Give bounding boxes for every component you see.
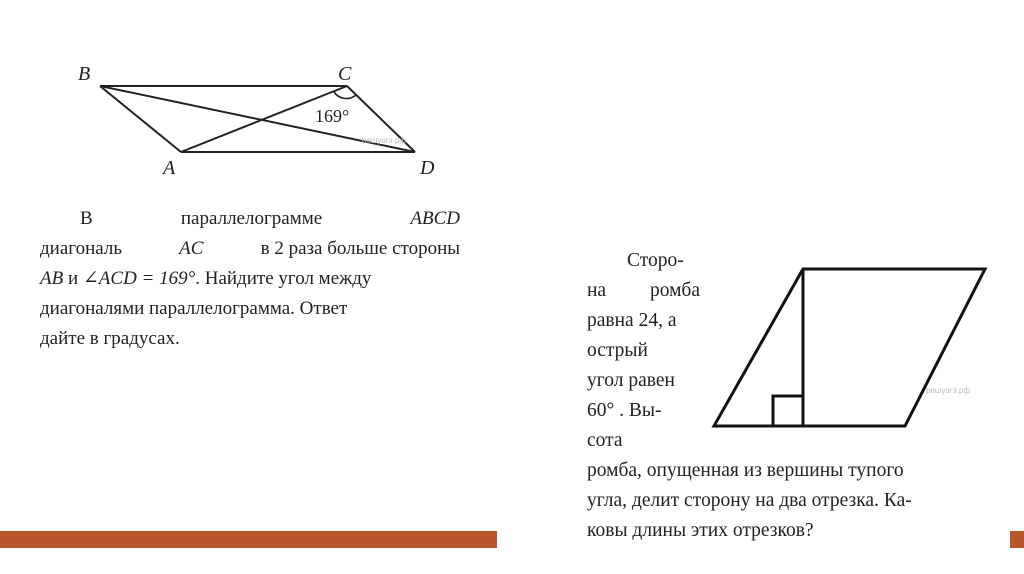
problem2-text-column (587, 246, 700, 456)
problem2-word-romba: ромба (649, 280, 700, 301)
problem2-full-row-1: ромба, опущенная из вершины тупого (587, 460, 904, 481)
problem2-row-7: сота (587, 430, 623, 451)
problem1-math-ac: AC (179, 238, 204, 259)
problem2-row-2 (587, 276, 700, 306)
problem1-math-angle: ∠ACD = 169° (82, 268, 196, 289)
figure1-watermark: решуогэ.рф (362, 136, 406, 145)
problem2-row-3: равна 24, а (587, 310, 677, 331)
angle-value-label: 169° (315, 106, 350, 126)
vertex-d-label: D (420, 157, 435, 179)
problem1-word-v: В (80, 208, 93, 229)
problem2-row-1: Сторо- (627, 250, 684, 271)
problem1-math-ab: AB (40, 268, 64, 289)
problem2-full-row-2: угла, делит сторону на два отрезка. Ка- (587, 490, 912, 511)
problem2-word-na: на (587, 280, 607, 301)
problem1-word-diagonal: диагональ (40, 238, 123, 259)
problem2-row-4: острый (587, 340, 648, 361)
problem2-text-full (587, 456, 997, 546)
problem2-full-row-3: ковы длины этих отрезков? (587, 520, 814, 541)
problem2-row-6: 60° . Вы- (587, 400, 662, 421)
right-angle-mark (773, 396, 803, 426)
vertex-a-label: A (163, 157, 176, 179)
problem1-word-and: и (67, 268, 79, 289)
problem2-row-5: угол равен (587, 370, 675, 391)
problem1-text-line5: дайте в градусах. (40, 328, 180, 349)
problem1-text-find: . Найдите угол между (195, 268, 372, 289)
vertex-b-label: B (78, 63, 91, 85)
vertex-c-label: C (338, 63, 352, 85)
rhombus-outline (714, 269, 985, 426)
problem1-word-parallelogram: параллелограмме (180, 208, 323, 229)
figure2-watermark: решуогэ.рф (926, 386, 970, 395)
problem1-text-line4: диагоналями параллелограмма. Ответ (40, 298, 348, 319)
problem1-math-abcd: ABCD (410, 208, 460, 229)
problem1-text-twice: в 2 раза больше стороны (260, 238, 460, 259)
